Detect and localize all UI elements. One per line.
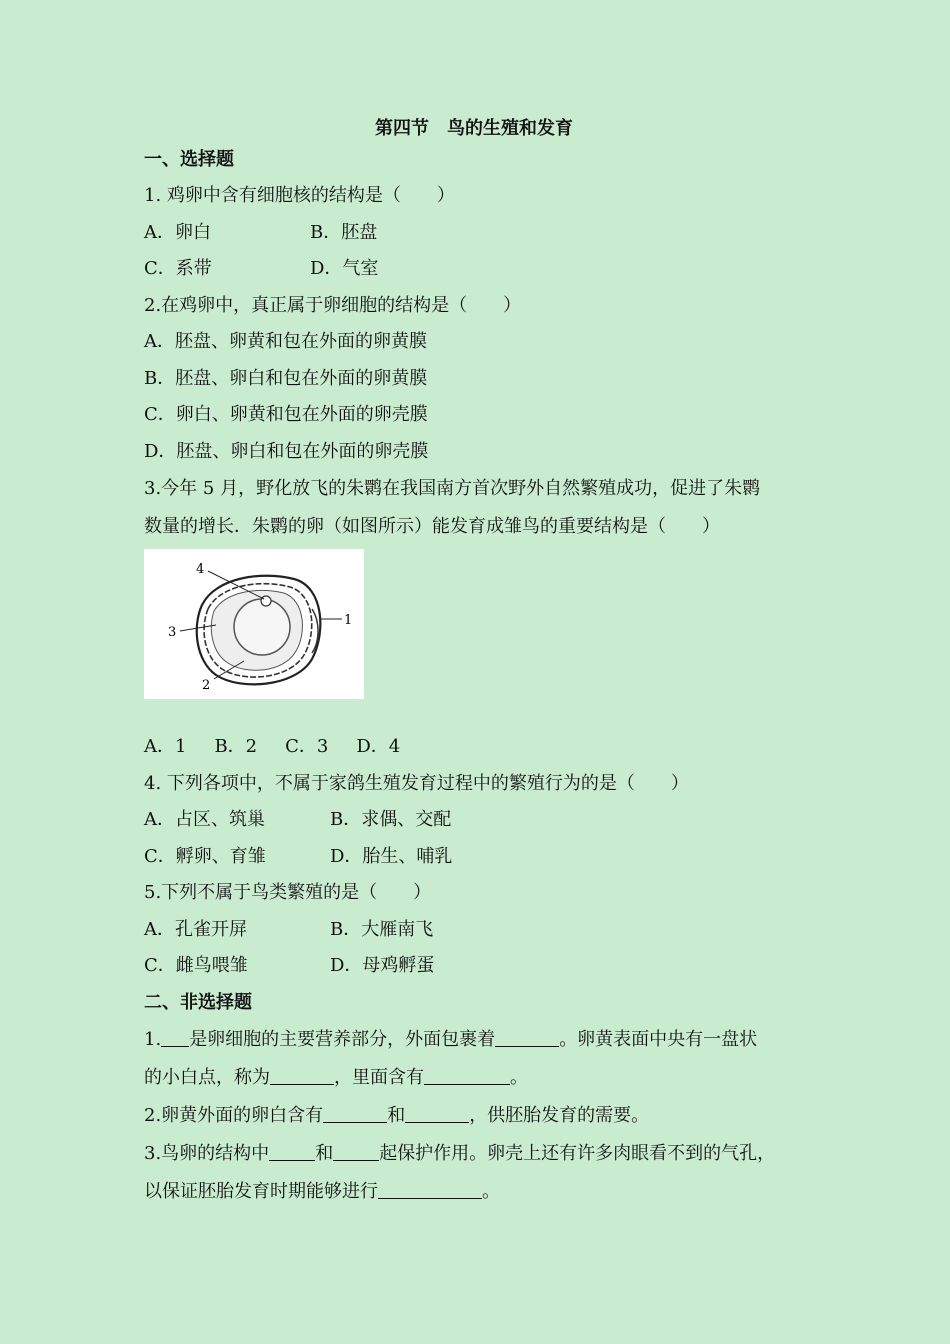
figure-label-4: 4 [196, 562, 205, 577]
f1-number: 1. [144, 1028, 162, 1050]
f3-text-e: 。 [482, 1180, 500, 1202]
q1-option-d[interactable]: D．气室 [310, 258, 379, 279]
f1-blank-1[interactable] [161, 1026, 189, 1047]
q4-options-cd [144, 839, 824, 876]
q4-option-c[interactable]: C．孵卵、育雏 [144, 845, 266, 867]
f1-text-c: 。卵黄表面中央有一盘状 [559, 1028, 758, 1050]
f1-blank-3[interactable] [270, 1064, 334, 1085]
q4-stem: 4. 下列各项中，不属于家鸽生殖发育过程中的繁殖行为的是（ ） [144, 772, 689, 794]
f1-text-f: 。 [510, 1066, 528, 1088]
germinal-disc [261, 596, 271, 606]
f2-text-a: 2.卵黄外面的卵白含有 [144, 1104, 324, 1126]
q4-option-b[interactable]: B．求偶、交配 [330, 809, 452, 830]
q5-option-a[interactable]: A．孔雀开屏 [144, 918, 247, 940]
worksheet [144, 116, 824, 1211]
q2-option-c[interactable]: C．卵白、卵黄和包在外面的卵壳膜 [144, 404, 428, 425]
q5-option-c[interactable]: C．雌鸟喂雏 [144, 955, 248, 976]
f3-text-a: 3.鸟卵的结构中 [144, 1142, 270, 1164]
q2-option-d[interactable]: D．胚盘、卵白和包在外面的卵壳膜 [144, 440, 429, 462]
f1-text-d: 的小白点，称为 [144, 1066, 270, 1088]
f3-text-b: 和 [315, 1142, 334, 1164]
q1-stem: 1. 鸡卵中含有细胞核的结构是（ ） [144, 185, 455, 206]
q3-option-a[interactable]: A．1 [144, 736, 187, 757]
f1-blank-4[interactable] [424, 1064, 510, 1085]
q5-option-b[interactable]: B．大雁南飞 [330, 918, 434, 940]
f3-blank-2[interactable] [333, 1140, 379, 1161]
q3-stem-line1: 3.今年 5 月，野化放飞的朱鹮在我国南方首次野外自然繁殖成功，促进了朱鹮 [144, 478, 761, 499]
figure-label-2: 2 [202, 678, 211, 693]
f3-line1 [144, 1135, 824, 1173]
q3-options [144, 729, 824, 766]
q1-option-a[interactable]: A．卵白 [144, 221, 211, 243]
q2-stem: 2.在鸡卵中，真正属于卵细胞的结构是（ ） [144, 294, 522, 316]
q1-options-cd [144, 251, 824, 288]
q2-option-a[interactable]: A．胚盘、卵黄和包在外面的卵黄膜 [144, 331, 427, 352]
figure-label-1: 1 [344, 613, 353, 628]
figure-label-3: 3 [168, 625, 177, 640]
f3-blank-1[interactable] [269, 1140, 315, 1161]
f1-text-e: ，里面含有 [334, 1066, 424, 1088]
q1-option-c[interactable]: C．系带 [144, 258, 212, 279]
page-title [144, 116, 804, 142]
f2-text-b: 和 [387, 1104, 406, 1126]
f1-line1 [144, 1021, 824, 1059]
q5-option-d[interactable]: D．母鸡孵蛋 [330, 955, 435, 976]
q2-option-b[interactable]: B．胚盘、卵白和包在外面的卵黄膜 [144, 367, 428, 389]
f2-text-c: ，供胚胎发育的需要。 [469, 1104, 650, 1126]
q3-option-d[interactable]: D．4 [356, 736, 401, 757]
f1-blank-2[interactable] [495, 1026, 559, 1047]
q5-stem: 5.下列不属于鸟类繁殖的是（ ） [144, 882, 432, 903]
q4-options-ab [144, 802, 824, 839]
egg-structure-figure [144, 549, 364, 699]
section-heading-nonchoice: 二、非选择题 [144, 991, 252, 1013]
q1-options-ab [144, 215, 824, 252]
title-section-number: 第四节 [375, 118, 429, 139]
f2-blank-2[interactable] [405, 1102, 469, 1123]
q5-options-cd [144, 948, 824, 985]
q5-options-ab [144, 912, 824, 949]
egg-diagram [144, 549, 364, 699]
egg-yolk [234, 599, 290, 655]
f3-text-d: 以保证胚胎发育时期能够进行 [144, 1180, 378, 1202]
f3-text-c: 起保护作用。卵壳上还有许多肉眼看不到的气孔， [379, 1142, 776, 1164]
title-text: 鸟的生殖和发育 [447, 118, 573, 139]
f2-line [144, 1097, 824, 1135]
section-heading-choice: 一、选择题 [144, 149, 234, 170]
f3-line2 [144, 1173, 824, 1211]
f1-line2 [144, 1059, 824, 1097]
q4-option-d[interactable]: D．胎生、哺乳 [330, 845, 453, 867]
spacer [144, 699, 824, 729]
f2-blank-1[interactable] [323, 1102, 387, 1123]
q1-option-b[interactable]: B．胚盘 [310, 221, 378, 243]
q3-option-b[interactable]: B．2 [214, 736, 258, 757]
f3-blank-3[interactable] [378, 1178, 482, 1199]
f1-text-b: 是卵细胞的主要营养部分，外面包裹着 [189, 1028, 496, 1050]
q3-stem-line2: 数量的增长．朱鹮的卵（如图所示）能发育成雏鸟的重要结构是（ ） [144, 516, 720, 537]
q4-option-a[interactable]: A．占区、筑巢 [144, 809, 265, 830]
q3-option-c[interactable]: C．3 [285, 736, 329, 757]
